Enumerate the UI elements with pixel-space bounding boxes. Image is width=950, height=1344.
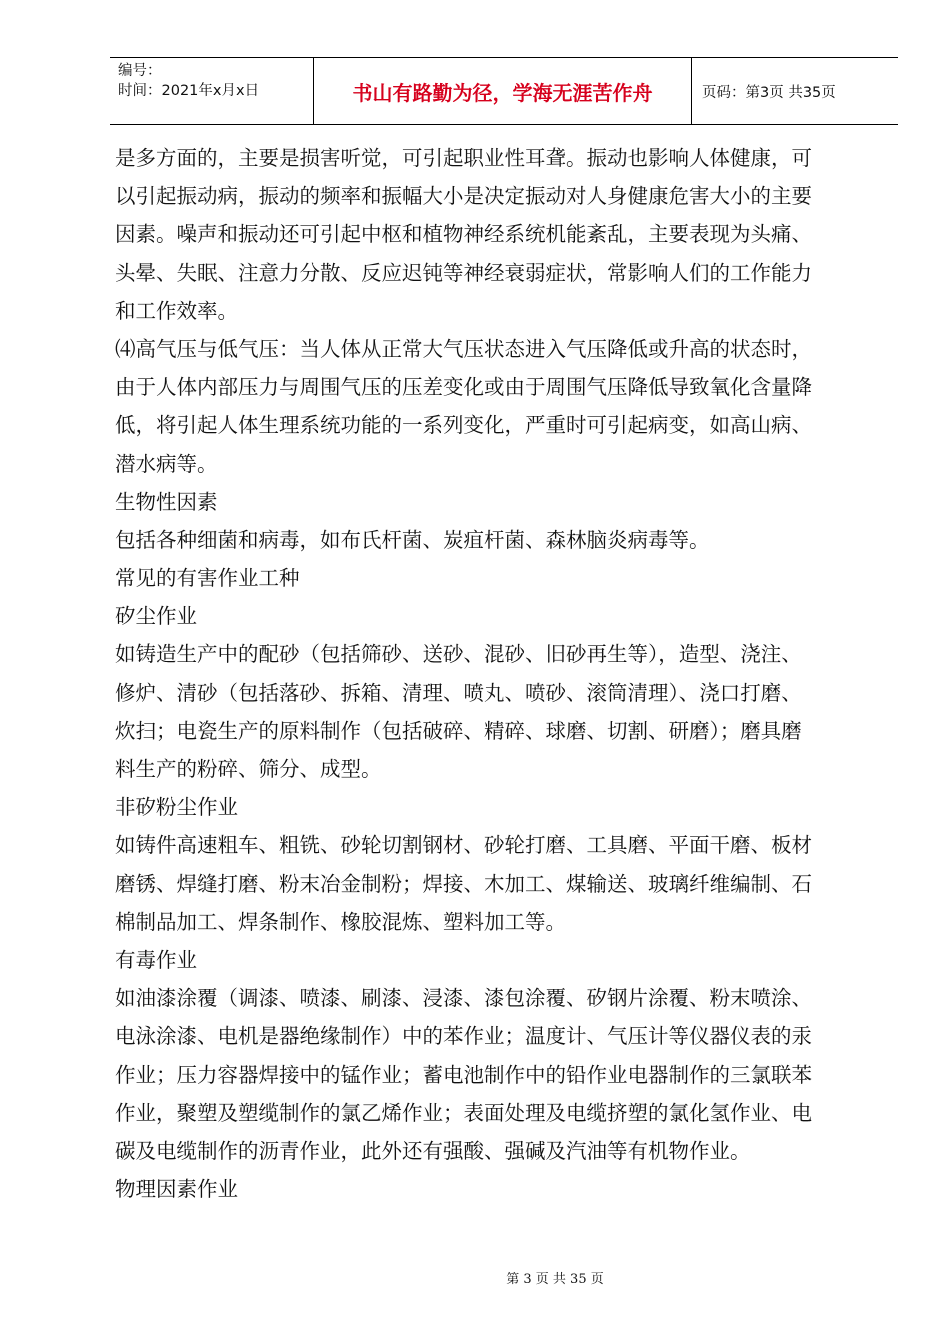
body-line: 作业，聚塑及塑缆制作的氯乙烯作业；表面处理及电缆挤塑的氯化氢作业、电 xyxy=(115,1100,812,1125)
header-motto: 书山有路勤为径，学海无涯苦作舟 xyxy=(314,58,692,124)
section-heading: 物理因素作业 xyxy=(115,1177,238,1202)
body-line: 棉制品加工、焊条制作、橡胶混炼、塑料加工等。 xyxy=(115,909,566,934)
document-time-label: 时间：2021年x月x日 xyxy=(118,83,260,99)
body-line: 如铸造生产中的配砂（包括筛砂、送砂、混砂、旧砂再生等），造型、浇注、 xyxy=(115,642,802,667)
body-line: 低，将引起人体生理系统功能的一系列变化，严重时可引起病变，如高山病、 xyxy=(115,413,812,438)
body-line: 因素。噪声和振动还可引起中枢和植物神经系统机能紊乱，主要表现为头痛、 xyxy=(115,222,812,247)
body-line: 和工作效率。 xyxy=(115,298,238,323)
body-line: 是多方面的，主要是损害听觉，可引起职业性耳聋。振动也影响人体健康，可 xyxy=(115,146,812,170)
body-line: 炊扫；电瓷生产的原料制作（包括破碎、精碎、球磨、切割、研磨）；磨具磨 xyxy=(115,718,802,743)
body-line: 以引起振动病，振动的频率和振幅大小是决定振动对人身健康危害大小的主要 xyxy=(115,184,812,209)
page-header xyxy=(110,57,898,125)
body-line: 修炉、清砂（包括落砂、拆箱、清理、喷丸、喷砂、滚筒清理）、浇口打磨、 xyxy=(115,680,802,705)
body-line: 料生产的粉碎、筛分、成型。 xyxy=(115,757,382,781)
page-footer: 第 3 页 共 35 页 xyxy=(506,1272,604,1287)
body-line: ⑷高气压与低气压：当人体从正常大气压状态进入气压降低或升高的状态时， xyxy=(115,336,812,361)
body-line: 头晕、失眠、注意力分散、反应迟钝等神经衰弱症状，常影响人们的工作能力 xyxy=(115,260,812,285)
section-heading: 非矽粉尘作业 xyxy=(115,795,238,820)
document-body xyxy=(115,139,895,1208)
body-line: 潜水病等。 xyxy=(115,451,218,476)
header-page-info: 页码：第3页 共35页 xyxy=(702,84,836,101)
header-meta xyxy=(110,58,314,124)
section-heading: 有毒作业 xyxy=(115,947,197,972)
body-line: 包括各种细菌和病毒，如布氏杆菌、炭疽杆菌、森林脑炎病毒等。 xyxy=(115,527,710,552)
body-line: 碳及电缆制作的沥青作业，此外还有强酸、强碱及汽油等有机物作业。 xyxy=(115,1138,751,1163)
body-line: 由于人体内部压力与周围气压的压差变化或由于周围气压降低导致氧化含量降 xyxy=(115,375,812,400)
section-heading: 生物性因素 xyxy=(115,489,218,514)
body-line: 作业；压力容器焊接中的锰作业；蓄电池制作中的铅作业电器制作的三氯联苯 xyxy=(115,1062,812,1087)
body-line: 磨锈、焊缝打磨、粉末冶金制粉；焊接、木加工、煤输送、玻璃纤维编制、石 xyxy=(115,871,812,896)
body-line: 如油漆涂覆（调漆、喷漆、刷漆、浸漆、漆包涂覆、矽钢片涂覆、粉末喷涂、 xyxy=(115,986,812,1011)
document-number-label: 编号： xyxy=(118,63,162,79)
body-line: 如铸件高速粗车、粗铣、砂轮切割钢材、砂轮打磨、工具磨、平面干磨、板材 xyxy=(115,833,812,858)
section-heading: 矽尘作业 xyxy=(115,604,197,629)
body-line: 电泳涂漆、电机是器绝缘制作）中的苯作业；温度计、气压计等仪器仪表的汞 xyxy=(115,1024,812,1049)
section-heading: 常见的有害作业工种 xyxy=(115,566,300,591)
